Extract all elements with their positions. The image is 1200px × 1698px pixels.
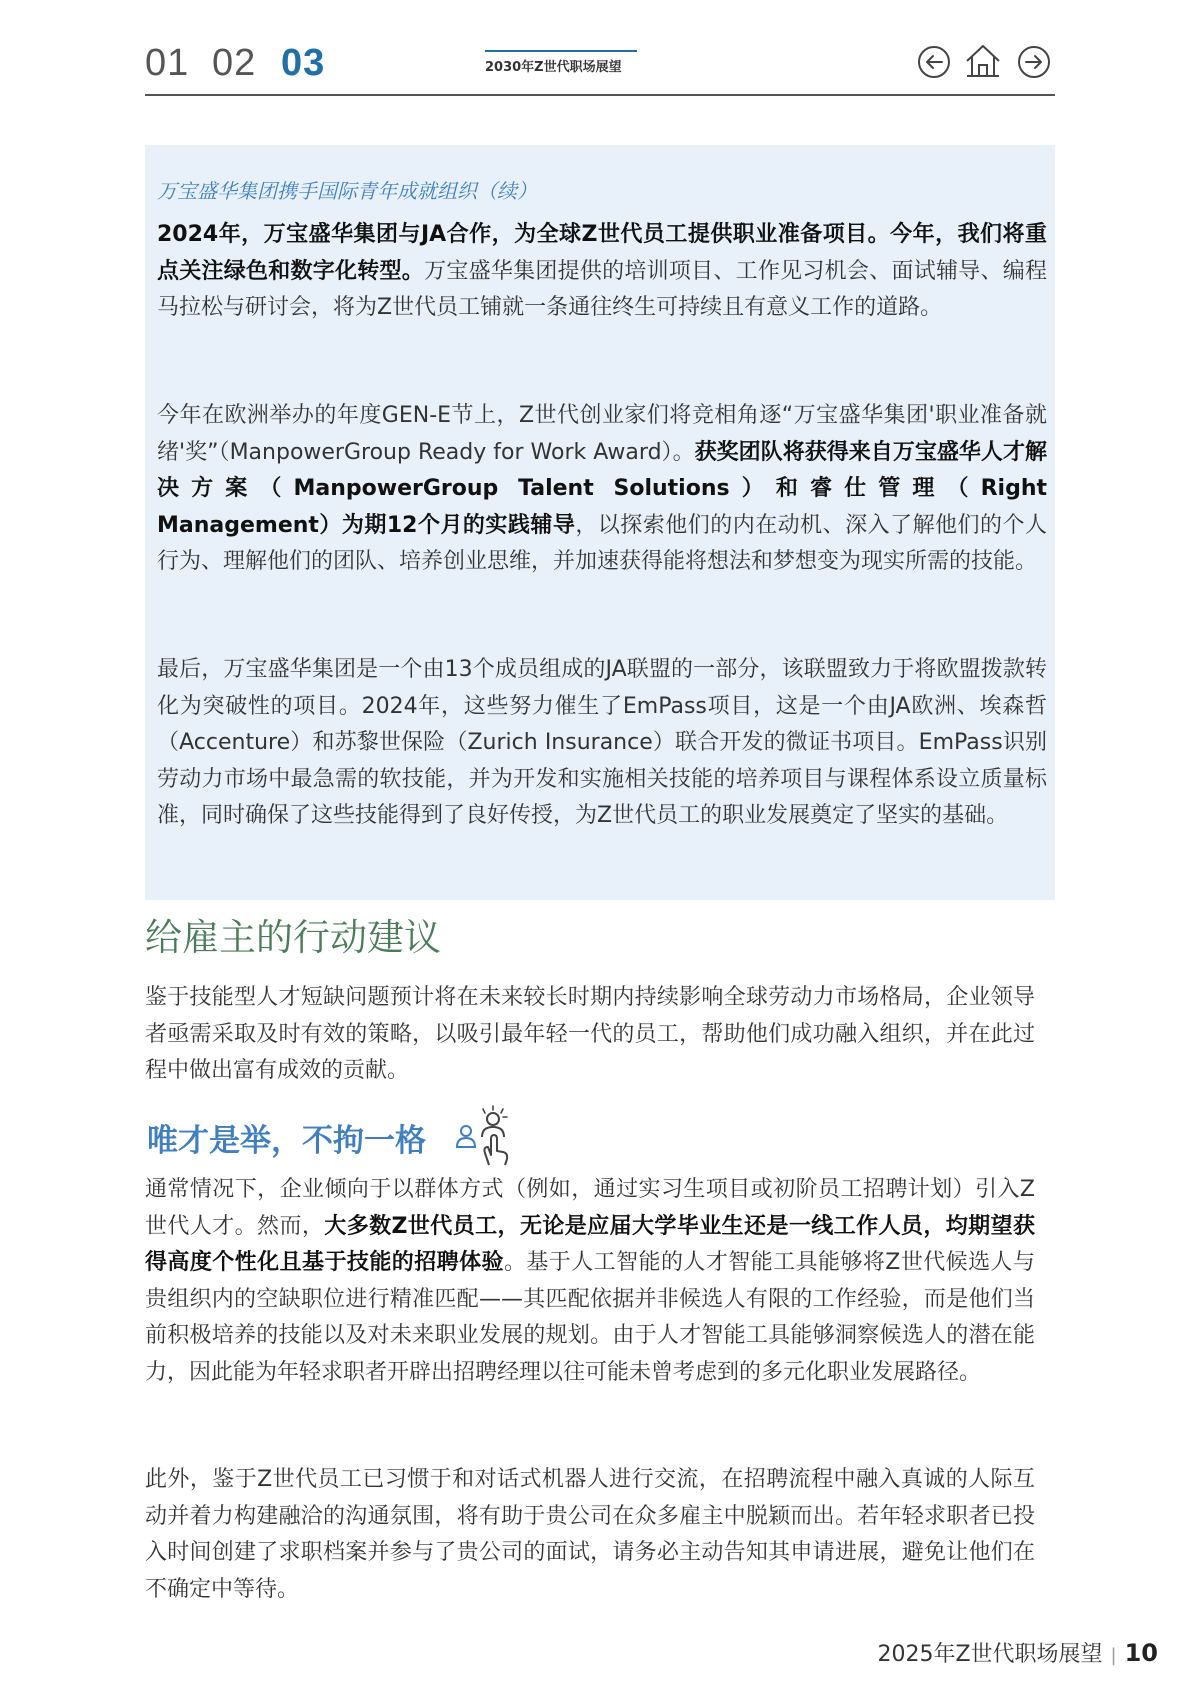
case-study-paragraph-2 — [157, 398, 1047, 581]
section-01-link[interactable]: 01 — [145, 42, 190, 84]
section-intro: 鉴于技能型人才短缺问题预计将在未来较长时期内持续影响全球劳动力市场格局，企业领导者亟需采取及时有效的策略，以吸引最年轻一代的员工，帮助他们成功融入组织，并在此过程中做出富有成效的贡献。 — [145, 985, 1035, 1083]
case-study-paragraph-3: 最后，万宝盛华集团是一个由13个成员组成的JA联盟的一部分，该联盟致力于将欧盟拨款转化为突破性的项目。2024年，这些努力催生了EmPass项目，这是一个由JA欧洲、埃森哲（Accenture）和苏黎世保险（Zurich Insurance）联合开发的微证书项目。EmPass识别劳动力市场中最急需的软技能，并为开发和实施相关技能的培养项目与课程体系设立质量标准，同时确保了这些技能得到了良好传授，为Z世代员工的职业发展奠定了坚实的基础。 — [157, 657, 1047, 828]
footer-separator: | — [1110, 1645, 1117, 1666]
case-study-title: 万宝盛华集团携手国际青年成就组织（续） — [157, 179, 537, 203]
header-divider — [145, 94, 1055, 96]
case-study-p1-bold: 2024年，万宝盛华集团与JA合作，为全球Z世代员工提供职业准备项目。今年，我们将重点关注绿色和数字化转型。 — [157, 222, 1047, 284]
page-header — [145, 36, 1055, 96]
case-study-paragraph-1 — [157, 217, 1047, 327]
case-study-box — [145, 145, 1055, 900]
subsection-paragraph-1 — [145, 1172, 1035, 1391]
page-footer — [877, 1637, 1158, 1668]
section-title-rule — [485, 50, 637, 52]
case-study-p1-text: 万宝盛华集团提供的培训项目、工作见习机会、面试辅导、编程马拉松与研讨会，将为Z世代员工铺就一条通往终生可持续且有意义工作的道路。 — [157, 258, 1047, 320]
case-study-p2-text-start: 今年在欧洲举办的年度GEN-E节上，Z世代创业家们将竞相角逐“万宝盛华集团'职业准备就绪'奖”（ManpowerGroup Ready for Work Award）。 — [157, 403, 1047, 465]
footer-title: 2025年Z世代职场展望 — [877, 1642, 1103, 1667]
subsection-p1-text-end: 。基于人工智能的人才智能工具能够将Z世代候选人与贵组织内的空缺职位进行精准匹配——其匹配依据并非候选人有限的工作经验，而是他们当前积极培养的技能以及对未来职业发展的规划。由于人才智能工具能够洞察候选人的潜在能力，因此能为年轻求职者开辟出招聘经理以往可能未曾考虑到的多元化职业发展路径。 — [145, 1250, 1035, 1385]
section-heading: 给雇主的行动建议 — [145, 916, 441, 959]
arrow-right-icon[interactable] — [1016, 44, 1052, 80]
case-study-p2-text-end: ，以探索他们的内在动机、深入了解他们的个人行为、理解他们的团队、培养创业思维，并加速获得能将想法和梦想变为现实所需的技能。 — [157, 512, 1047, 574]
section-02-link[interactable]: 02 — [212, 42, 257, 84]
subsection-paragraph-2: 此外，鉴于Z世代员工已习惯于和对话式机器人进行交流，在招聘流程中融入真诚的人际互动并着力构建融洽的沟通氛围，将有助于贵公司在众多雇主中脱颖而出。若年轻求职者已投入时间创建了求职档案并参与了贵公司的面试，请务必主动告知其申请进展，避免让他们在不确定中等待。 — [145, 1467, 1035, 1602]
page-number: 10 — [1124, 1639, 1158, 1667]
subsection-p1-bold: 大多数Z世代员工，无论是应届大学毕业生还是一线工作人员，均期望获得高度个性化且基于技能的招聘体验 — [145, 1213, 1035, 1275]
section-title: 2030年Z世代职场展望 — [485, 60, 622, 75]
section-title-block — [485, 50, 637, 75]
home-icon[interactable] — [963, 41, 1003, 81]
section-03-link[interactable]: 03 — [281, 42, 326, 84]
subsection-p1-text-start: 通常情况下，企业倾向于以群体方式（例如，通过实习生项目或初阶员工招聘计划）引入Z世代人才。然而， — [145, 1177, 1035, 1239]
arrow-left-icon[interactable] — [916, 44, 952, 80]
people-hand-icon — [455, 1105, 517, 1167]
subheading: 唯才是举，不拘一格 — [147, 1123, 426, 1159]
case-study-p2-bold: 获奖团队将获得来自万宝盛华人才解决方案（ManpowerGroup Talent Solutions）和睿仕管理（Right Management）为期12个月的实践辅导 — [157, 439, 1047, 538]
